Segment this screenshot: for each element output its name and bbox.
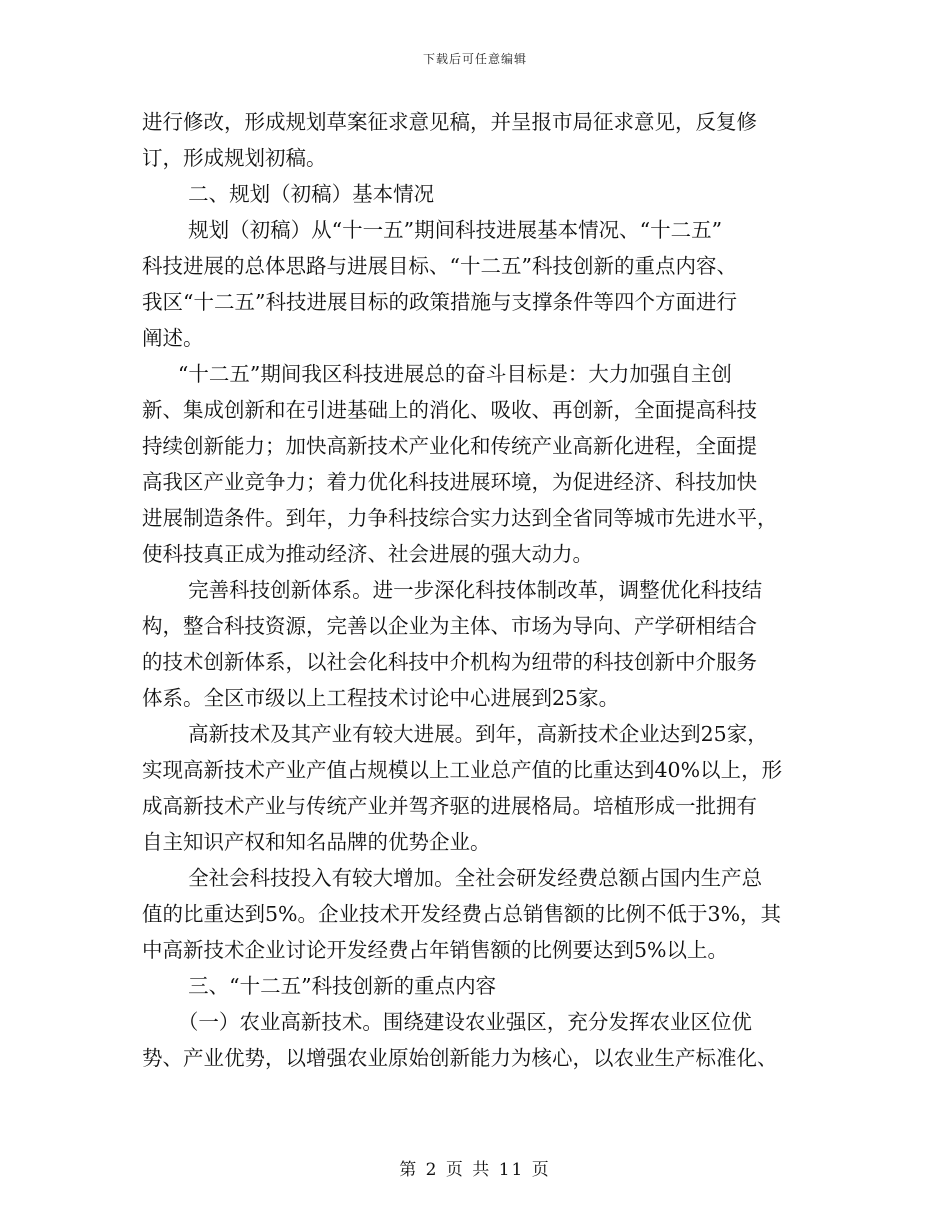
text-line: 完善科技创新体系。进一步深化科技体制改革，调整优化科技结 xyxy=(188,578,763,602)
page-footer: 第 2 页 共 11 页 xyxy=(399,1160,551,1180)
text-line: 阐述。 xyxy=(142,326,204,350)
text-line: 高我区产业竞争力；着力优化科技进展环境，为促进经济、科技加快 xyxy=(142,470,757,494)
text-line: 值的比重达到5%。企业技术开发经费占总销售额的比例不低于3%，其 xyxy=(142,902,782,926)
paragraph xyxy=(142,572,810,716)
text-line: 构，整合科技资源，完善以企业为主体、市场为导向、产学研相结合 xyxy=(142,614,757,638)
text-line: 科技进展的总体思路与进展目标、“十二五”科技创新的重点内容、 xyxy=(142,254,737,278)
text-line: （一）农业高新技术。围绕建设农业强区，充分发挥农业区位优 xyxy=(177,1010,752,1034)
text-line: 二、规划（初稿）基本情况 xyxy=(188,182,435,206)
text-line: 全社会科技投入有较大增加。全社会研发经费总额占国内生产总 xyxy=(188,866,763,890)
text-line: 进行修改，形成规划草案征求意见稿，并呈报市局征求意见，反复修 xyxy=(142,110,757,134)
paragraph xyxy=(142,1004,810,1076)
text-line: 中高新技术企业讨论开发经费占年销售额的比例要达到5%以上。 xyxy=(142,938,729,962)
paragraph xyxy=(142,356,810,572)
text-line: 高新技术及其产业有较大进展。到年，高新技术企业达到25家， xyxy=(188,722,768,746)
text-line: 规划（初稿）从“十一五”期间科技进展基本情况、“十二五” xyxy=(188,218,723,242)
text-line: 进展制造条件。到年，力争科技综合实力达到全省同等城市先进水平， xyxy=(142,506,778,530)
paragraph xyxy=(142,104,810,176)
text-line: 三、“十二五”科技创新的重点内容 xyxy=(188,974,497,998)
text-line: 的技术创新体系，以社会化科技中介机构为纽带的科技创新中介服务 xyxy=(142,650,757,674)
text-line: 成高新技术产业与传统产业并驾齐驱的进展格局。培植形成一批拥有 xyxy=(142,794,757,818)
page-header: 下载后可任意编辑 xyxy=(422,52,527,66)
text-line: 自主知识产权和知名品牌的优势企业。 xyxy=(142,830,491,854)
paragraph xyxy=(142,716,810,860)
text-line: “十二五”期间我区科技进展总的奋斗目标是：大力加强自主创 xyxy=(177,362,732,386)
text-line: 新、集成创新和在引进基础上的消化、吸收、再创新，全面提高科技 xyxy=(142,398,757,422)
paragraph xyxy=(142,860,810,968)
text-line: 势、产业优势，以增强农业原始创新能力为核心，以农业生产标准化、 xyxy=(142,1046,778,1070)
text-line: 实现高新技术产业产值占规模以上工业总产值的比重达到40%以上，形 xyxy=(142,758,783,782)
text-line: 体系。全区市级以上工程技术讨论中心进展到25家。 xyxy=(142,686,620,710)
document-body xyxy=(142,104,810,1076)
section-heading xyxy=(142,968,810,1004)
text-line: 订，形成规划初稿。 xyxy=(142,146,327,170)
text-line: 持续创新能力；加快高新技术产业化和传统产业高新化进程，全面提 xyxy=(142,434,757,458)
paragraph xyxy=(142,212,810,356)
section-heading xyxy=(142,176,810,212)
text-line: 使科技真正成为推动经济、社会进展的强大动力。 xyxy=(142,542,593,566)
text-line: 我区“十二五”科技进展目标的政策措施与支撑条件等四个方面进行 xyxy=(142,290,737,314)
